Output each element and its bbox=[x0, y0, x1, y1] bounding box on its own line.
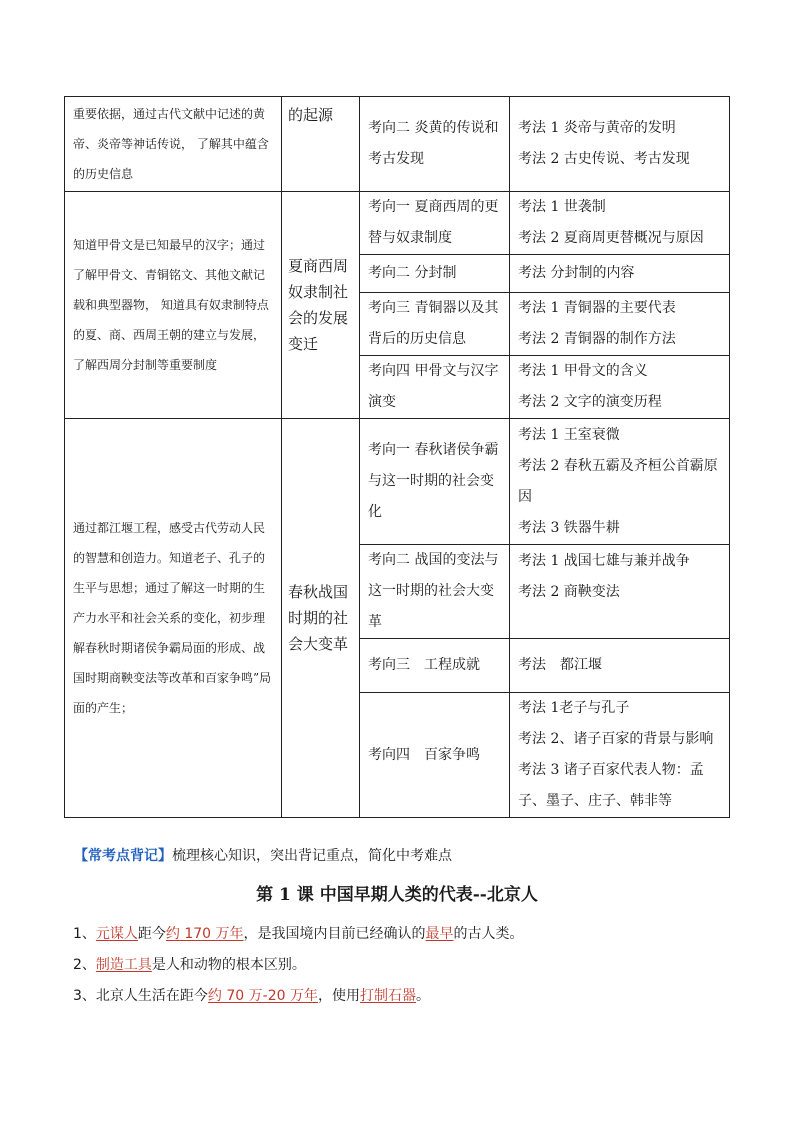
point-text: 3、北京人生活在距今 bbox=[73, 988, 208, 1004]
key-term: 制造工具 bbox=[95, 957, 152, 973]
topic-cell: 春秋战国时期的社会大变革 bbox=[282, 419, 360, 818]
direction-cell: 考向四 甲骨文与汉字演变 bbox=[360, 356, 510, 419]
knowledge-point bbox=[73, 923, 524, 945]
method-line: 考法 分封制的内容 bbox=[518, 265, 635, 281]
section-heading-text: 梳理核心知识，突出背记重点，简化中考难点 bbox=[172, 848, 452, 864]
point-text: 。 bbox=[415, 988, 430, 1004]
direction-cell: 考向一 春秋诸侯争霸与这一时期的社会变化 bbox=[360, 419, 510, 545]
method-line: 考法 2 春秋五霸及齐桓公首霸原因 bbox=[518, 457, 718, 505]
point-text: ，是我国境内目前已经确认的 bbox=[243, 926, 426, 942]
requirement-cell: 通过都江堰工程，感受古代劳动人民的智慧和创造力。知道老子、孔子的生平与思想；通过了解这一时期的生产力水平和社会关系的变化，初步理解春秋时期诸侯争霸局面的形成、战国时期商鞅变法等改革和百家争鸣”局面的产生； bbox=[65, 419, 282, 818]
method-line: 考法 1老子与孔子 bbox=[518, 700, 630, 716]
point-text: ，使用 bbox=[317, 988, 360, 1004]
method-cell bbox=[510, 639, 730, 693]
section-heading-tag: 【常考点背记】 bbox=[74, 848, 172, 864]
point-text: 1、 bbox=[73, 926, 96, 942]
method-line: 考法 1 战国七雄与兼并战争 bbox=[518, 553, 690, 569]
requirement-cell: 重要依据，通过古代文献中记述的黄帝、炎帝等神话传说， 了解其中蕴含的历史信息 bbox=[65, 97, 282, 192]
method-line: 考法 1 甲骨文的含义 bbox=[518, 363, 648, 379]
point-text: 2、 bbox=[73, 957, 96, 973]
point-text: 是人和动物的根本区别。 bbox=[151, 957, 306, 973]
knowledge-point bbox=[73, 985, 430, 1007]
key-term: 打制石器 bbox=[359, 988, 416, 1004]
method-cell bbox=[510, 419, 730, 545]
key-term: 约 70 万-20 万年 bbox=[207, 988, 318, 1004]
method-line: 考法 1 世袭制 bbox=[518, 199, 606, 215]
method-cell bbox=[510, 545, 730, 639]
section-heading bbox=[74, 845, 452, 867]
direction-cell: 考向四 百家争鸣 bbox=[360, 693, 510, 818]
method-cell bbox=[510, 97, 730, 192]
outline-table bbox=[64, 96, 730, 818]
method-line: 考法 2 古史传说、考古发现 bbox=[518, 151, 690, 167]
topic-cell: 夏商西周奴隶制社会的发展变迁 bbox=[282, 192, 360, 419]
method-line: 考法 2 商鞅变法 bbox=[518, 584, 620, 600]
requirement-cell: 知道甲骨文是已知最早的汉字；通过了解甲骨文、青铜铭文、其他文献记载和典型器物， 知道具有奴隶制特点的夏、商、西周王朝的建立与发展，了解西周分封制等重要制度 bbox=[65, 192, 282, 419]
direction-cell: 考向三 青铜器以及其背后的历史信息 bbox=[360, 293, 510, 356]
point-text: 距今 bbox=[137, 926, 166, 942]
method-cell bbox=[510, 356, 730, 419]
method-line: 考法 1 青铜器的主要代表 bbox=[518, 300, 676, 316]
method-line: 考法 2 文字的演变历程 bbox=[518, 394, 662, 410]
method-cell bbox=[510, 255, 730, 293]
method-cell bbox=[510, 192, 730, 255]
table-row bbox=[65, 97, 730, 192]
knowledge-point bbox=[73, 954, 306, 976]
direction-cell: 考向三 工程成就 bbox=[360, 639, 510, 693]
direction-cell: 考向一 夏商西周的更替与奴隶制度 bbox=[360, 192, 510, 255]
method-line: 考法 1 王室衰微 bbox=[518, 426, 620, 443]
method-cell bbox=[510, 293, 730, 356]
key-term: 最早 bbox=[425, 926, 454, 942]
key-term: 约 170 万年 bbox=[165, 926, 244, 942]
method-line: 考法 3 铁器牛耕 bbox=[518, 519, 620, 536]
lesson-title: 第 1 课 中国早期人类的代表--北京人 bbox=[256, 885, 538, 905]
table-row bbox=[65, 192, 730, 255]
method-line: 考法 2 夏商周更替概况与原因 bbox=[518, 230, 704, 246]
direction-cell: 考向二 炎黄的传说和考古发现 bbox=[360, 97, 510, 192]
key-term: 元谋人 bbox=[95, 926, 138, 942]
direction-cell: 考向二 战国的变法与这一时期的社会大变革 bbox=[360, 545, 510, 639]
point-text: 的古人类。 bbox=[453, 926, 524, 942]
method-line: 考法 2 青铜器的制作方法 bbox=[518, 331, 676, 347]
method-line: 考法 3 诸子百家代表人物：孟子、墨子、庄子、韩非等 bbox=[518, 762, 704, 809]
direction-cell: 考向二 分封制 bbox=[360, 255, 510, 293]
outline-table-wrapper bbox=[64, 96, 729, 812]
topic-cell: 的起源 bbox=[282, 97, 360, 192]
table-row bbox=[65, 419, 730, 545]
method-cell bbox=[510, 693, 730, 818]
method-line: 考法 1 炎帝与黄帝的发明 bbox=[518, 120, 676, 136]
method-line: 考法 都江堰 bbox=[518, 657, 602, 673]
method-line: 考法 2、诸子百家的背景与影响 bbox=[518, 731, 714, 747]
